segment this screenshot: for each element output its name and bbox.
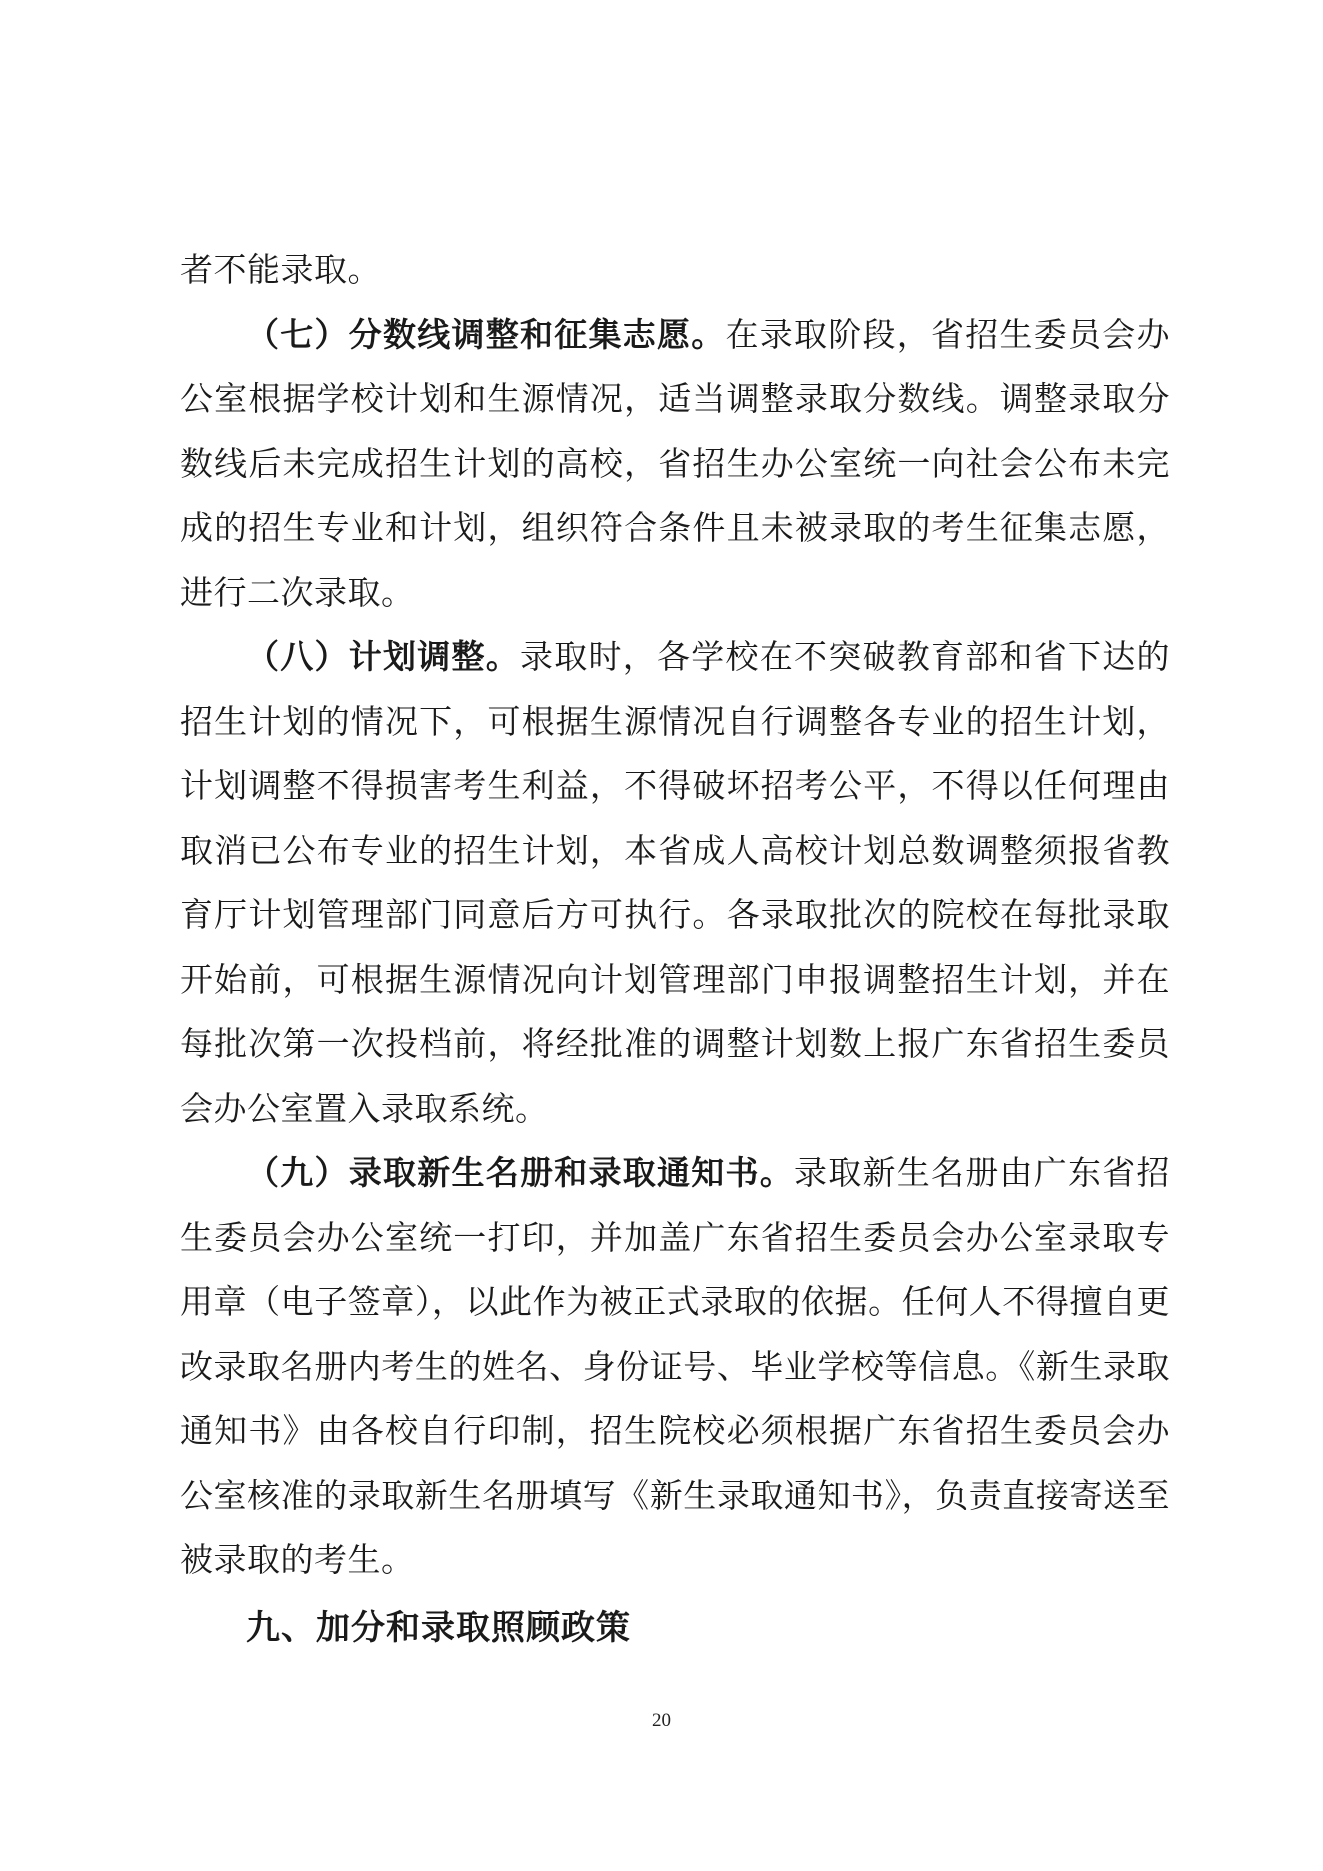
- paragraph-plan-adjustment: [180, 625, 1170, 1141]
- paragraph-text: 录取新生名册由广东省招生委员会办公室统一打印，并加盖广东省招生委员会办公室录取专用章（电子签章），以此作为被正式录取的依据。任何人不得擅自更改录取名册内考生的姓名、身份证号、毕业学校等信息。《新生录取通知书》由各校自行印制，招生院校必须根据广东省招生委员会办公室核准的录取新生名册填写《新生录取通知书》，负责直接寄送至被录取的考生。: [180, 1153, 1170, 1579]
- paragraph-lead: （七）分数线调整和征集志愿。: [246, 314, 726, 354]
- paragraph-text: 在录取阶段，省招生委员会办公室根据学校计划和生源情况，适当调整录取分数线。调整录取分数线后未完成招生计划的高校，省招生办公室统一向社会公布未完成的招生专业和计划，组织符合条件且未被录取的考生征集志愿，进行二次录取。: [180, 314, 1170, 612]
- paragraph-lead: （八）计划调整。: [246, 637, 520, 676]
- paragraph-admission-notice: [180, 1141, 1170, 1593]
- paragraph-continuation: [180, 238, 1170, 303]
- paragraph-score-adjustment: [180, 303, 1170, 626]
- paragraph-text: 者不能录取。: [180, 250, 381, 289]
- paragraph-text: 录取时，各学校在不突破教育部和省下达的招生计划的情况下，可根据生源情况自行调整各专业的招生计划，计划调整不得损害考生利益，不得破坏招考公平，不得以任何理由取消已公布专业的招生计划，本省成人高校计划总数调整须报省教育厅计划管理部门同意后方可执行。各录取批次的院校在每批录取开始前，可根据生源情况向计划管理部门申报调整招生计划，并在每批次第一次投档前，将经批准的调整计划数上报广东省招生委员会办公室置入录取系统。: [180, 637, 1170, 1128]
- document-body: [180, 238, 1170, 1661]
- page-number: 20: [652, 1710, 671, 1731]
- section-heading: 九、加分和录取照顾政策: [246, 1607, 631, 1648]
- paragraph-lead: （九）录取新生名册和录取通知书。: [246, 1153, 794, 1192]
